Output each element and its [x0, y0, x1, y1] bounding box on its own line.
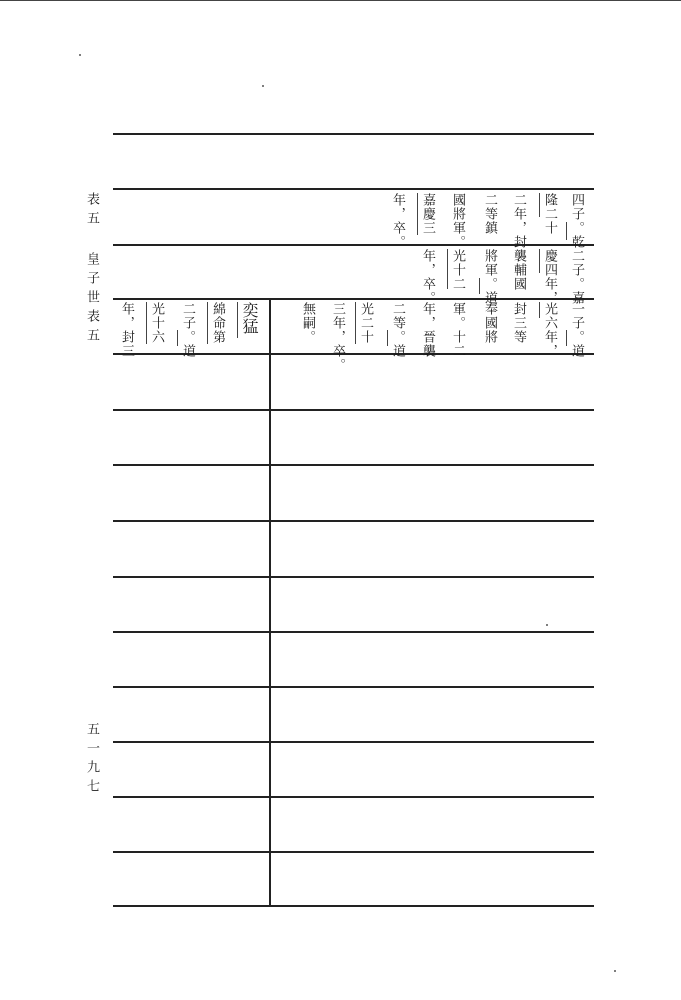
row-c-col-3: 封三等: [511, 302, 526, 344]
rule-row-g: [113, 520, 594, 522]
row-c-col-10: 無嗣。: [300, 302, 315, 344]
side-mark: [539, 302, 540, 318]
side-mark: [479, 278, 480, 294]
scan-speck: [546, 624, 548, 626]
side-mark: [539, 249, 540, 273]
row-a-col-5: 國將軍。: [450, 193, 465, 249]
row-b-col-2: 慶四年，: [542, 249, 557, 305]
rule-row-i: [113, 631, 594, 633]
page-number: 五一九七: [84, 722, 99, 798]
row-a-col-4: 二等鎮: [482, 193, 497, 235]
rule-row-l: [113, 796, 594, 798]
rule-row-h: [113, 576, 594, 578]
row-c-col-4: 奉國將: [482, 302, 497, 344]
side-mark: [237, 302, 238, 338]
row-c-col-8: 光二十: [358, 302, 373, 344]
person-name: 奕猛: [240, 302, 259, 334]
row-c-col-6: 年，晉襲: [420, 302, 435, 358]
rule-row-j: [113, 686, 594, 688]
row-a-col-7: 年，卒。: [390, 193, 405, 249]
side-mark: [146, 302, 147, 344]
side-mark: [566, 330, 567, 346]
side-mark: [387, 330, 388, 346]
side-mark: [566, 222, 567, 240]
side-mark: [417, 193, 418, 235]
table-label: 表五: [84, 192, 99, 230]
row-b-col-5: 光十二: [450, 249, 465, 291]
side-mark: [355, 302, 356, 344]
rule-row-e: [113, 409, 594, 411]
rule-row-m: [113, 851, 594, 853]
row-b-col-1: 二子。嘉: [569, 249, 584, 305]
row-a-col-1: 四子。乾: [569, 193, 584, 249]
rule-row-f: [113, 464, 594, 466]
rule-row-c: [113, 298, 594, 300]
rule-bottom: [113, 905, 594, 907]
row-b-col-4: 將軍。道: [482, 249, 497, 305]
row-c-col-9: 三年，卒。: [330, 302, 345, 372]
row-b-col-3: 襲輔國: [511, 249, 526, 291]
page-top-border: [0, 0, 681, 1]
running-title: 皇子世表五: [84, 252, 99, 347]
row-a-col-2: 隆二十: [542, 193, 557, 235]
row-c-left-col-4: 年，封三: [119, 302, 134, 358]
row-a-col-6: 嘉慶三: [420, 193, 435, 235]
rule-row-a: [113, 188, 594, 190]
row-a-col-3: 二年，封: [511, 193, 526, 249]
row-c-col-5: 軍。十二: [450, 302, 465, 358]
side-mark: [539, 193, 540, 217]
rule-top: [113, 133, 594, 135]
row-c-col-1: 一子。道: [569, 302, 584, 358]
side-mark: [447, 249, 448, 289]
side-mark: [177, 330, 178, 346]
row-c-col-2: 光六年，: [542, 302, 557, 358]
side-mark: [207, 302, 208, 344]
scan-speck: [614, 970, 616, 972]
scan-speck: [79, 54, 81, 56]
rule-row-k: [113, 741, 594, 743]
row-b-col-6: 年，卒。: [420, 249, 435, 305]
scan-speck: [262, 85, 264, 87]
row-c-left-col-2: 二子。道: [180, 302, 195, 358]
column-divider: [269, 298, 271, 906]
row-c-col-7: 二等。道: [390, 302, 405, 358]
row-c-left-col-1: 綿命第: [210, 302, 225, 344]
row-c-left-col-3: 光十六: [149, 302, 164, 344]
